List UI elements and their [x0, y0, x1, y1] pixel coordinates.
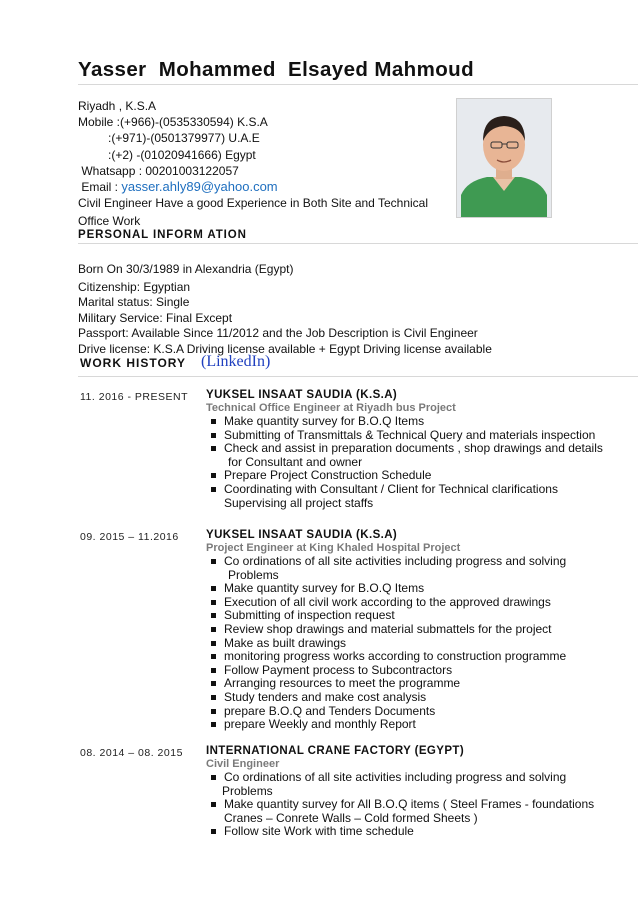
list-item: prepare B.O.Q and Tenders Documents: [206, 705, 626, 719]
job-3-date: 08. 2014 – 08. 2015: [80, 747, 183, 759]
list-item: Submitting of Transmittals & Technical Query and materials inspection: [206, 429, 626, 443]
list-item: Co ordinations of all site activities including progress and solving: [206, 555, 626, 569]
summary-line-1: Civil Engineer Have a good Experience in Both Site and Technical: [78, 196, 428, 211]
job-2-company: YUKSEL INSAAT SAUDIA (K.S.A): [206, 529, 398, 541]
job-2-date: 09. 2015 – 11.2016: [80, 531, 179, 543]
job-2: [206, 529, 626, 732]
job-1-role: Technical Office Engineer at Riyadh bus Project: [206, 402, 456, 414]
list-item: Make as built drawings: [206, 637, 626, 651]
list-item: Review shop drawings and material submattels for the project: [206, 623, 626, 637]
personal-military: Military Service: Final Except: [78, 310, 233, 325]
mobile-egypt-line: :(+2) -(01020941666) Egypt: [78, 147, 256, 162]
job-2-duties: [206, 555, 626, 732]
personal-passport: Passport: Available Since 11/2012 and the Job Description is Civil Engineer: [78, 326, 478, 341]
list-item-continuation: Supervising all project staffs: [224, 495, 374, 510]
personal-info-heading: PERSONAL INFORM ATION: [78, 229, 247, 241]
list-item-continuation: Problems: [222, 783, 273, 798]
list-item: Make quantity survey for B.O.Q Items: [206, 582, 626, 596]
list-item: Execution of all civil work according to the approved drawings: [206, 596, 626, 610]
linkedin-link[interactable]: (LinkedIn): [201, 353, 271, 370]
profile-photo-image: [457, 99, 551, 217]
mobile-uae-line: :(+971)-(0501379977) U.A.E: [78, 131, 260, 146]
contact-block: [78, 98, 428, 230]
summary-line-2: Office Work: [78, 214, 141, 229]
list-item: Co ordinations of all site activities including progress and solving: [206, 771, 626, 785]
work-history-heading: WORK HISTORY: [80, 356, 187, 370]
list-item: Arranging resources to meet the programme: [206, 677, 626, 691]
job-3: [206, 745, 626, 839]
job-1-duties: [206, 415, 626, 510]
work-history-divider: [78, 376, 638, 377]
personal-marital: Marital status: Single: [78, 295, 190, 310]
personal-license: Drive license: K.S.A Driving license available + Egypt Driving license available: [78, 341, 492, 356]
job-3-duties: [206, 771, 626, 839]
location-line: Riyadh , K.S.A: [78, 99, 157, 113]
email-link[interactable]: yasser.ahly89@yahoo.com: [121, 179, 278, 195]
list-item: Prepare Project Construction Schedule: [206, 469, 626, 483]
header-divider: [78, 84, 638, 85]
job-2-role: Project Engineer at King Khaled Hospital Project: [206, 542, 461, 554]
list-item: Check and assist in preparation documents , shop drawings and details: [206, 442, 626, 456]
personal-birth: Born On 30/3/1989 in Alexandria (Egypt): [78, 262, 294, 276]
list-item: monitoring progress works according to construction programme: [206, 650, 626, 664]
mobile-ksa-line: Mobile :(+966)-(0535330594) K.S.A: [78, 115, 268, 130]
profile-photo: [456, 98, 552, 218]
personal-info-block: [78, 262, 492, 358]
list-item: Study tenders and make cost analysis: [206, 691, 626, 705]
list-item: Follow Payment process to Subcontractors: [206, 664, 626, 678]
whatsapp-line: Whatsapp : 00201003122057: [78, 163, 239, 178]
job-3-role: Civil Engineer: [206, 758, 280, 770]
personal-info-divider: [78, 243, 638, 244]
job-1-company: YUKSEL INSAAT SAUDIA (K.S.A): [206, 389, 398, 401]
personal-citizenship: Citizenship: Egyptian: [78, 279, 191, 294]
list-item: Make quantity survey for B.O.Q Items: [206, 415, 626, 429]
list-item: Make quantity survey for All B.O.Q items ( Steel Frames - foundations: [206, 798, 626, 812]
email-line: [78, 179, 428, 195]
list-item: Follow site Work with time schedule: [206, 825, 626, 839]
list-item: prepare Weekly and monthly Report: [206, 718, 626, 732]
job-1-date: 11. 2016 - PRESENT: [80, 391, 189, 403]
list-item-continuation: for Consultant and owner: [228, 454, 363, 469]
email-label: Email :: [78, 180, 122, 195]
list-item-continuation: Problems: [228, 567, 279, 582]
candidate-name: Yasser Mohammed Elsayed Mahmoud: [78, 58, 474, 81]
list-item: Submitting of inspection request: [206, 609, 626, 623]
job-1: [206, 389, 626, 510]
list-item-continuation: Cranes – Conrete Walls – Cold formed Sheets ): [224, 810, 478, 825]
job-3-company: INTERNATIONAL CRANE FACTORY (EGYPT): [206, 745, 465, 757]
list-item: Coordinating with Consultant / Client for Technical clarifications: [206, 483, 626, 497]
